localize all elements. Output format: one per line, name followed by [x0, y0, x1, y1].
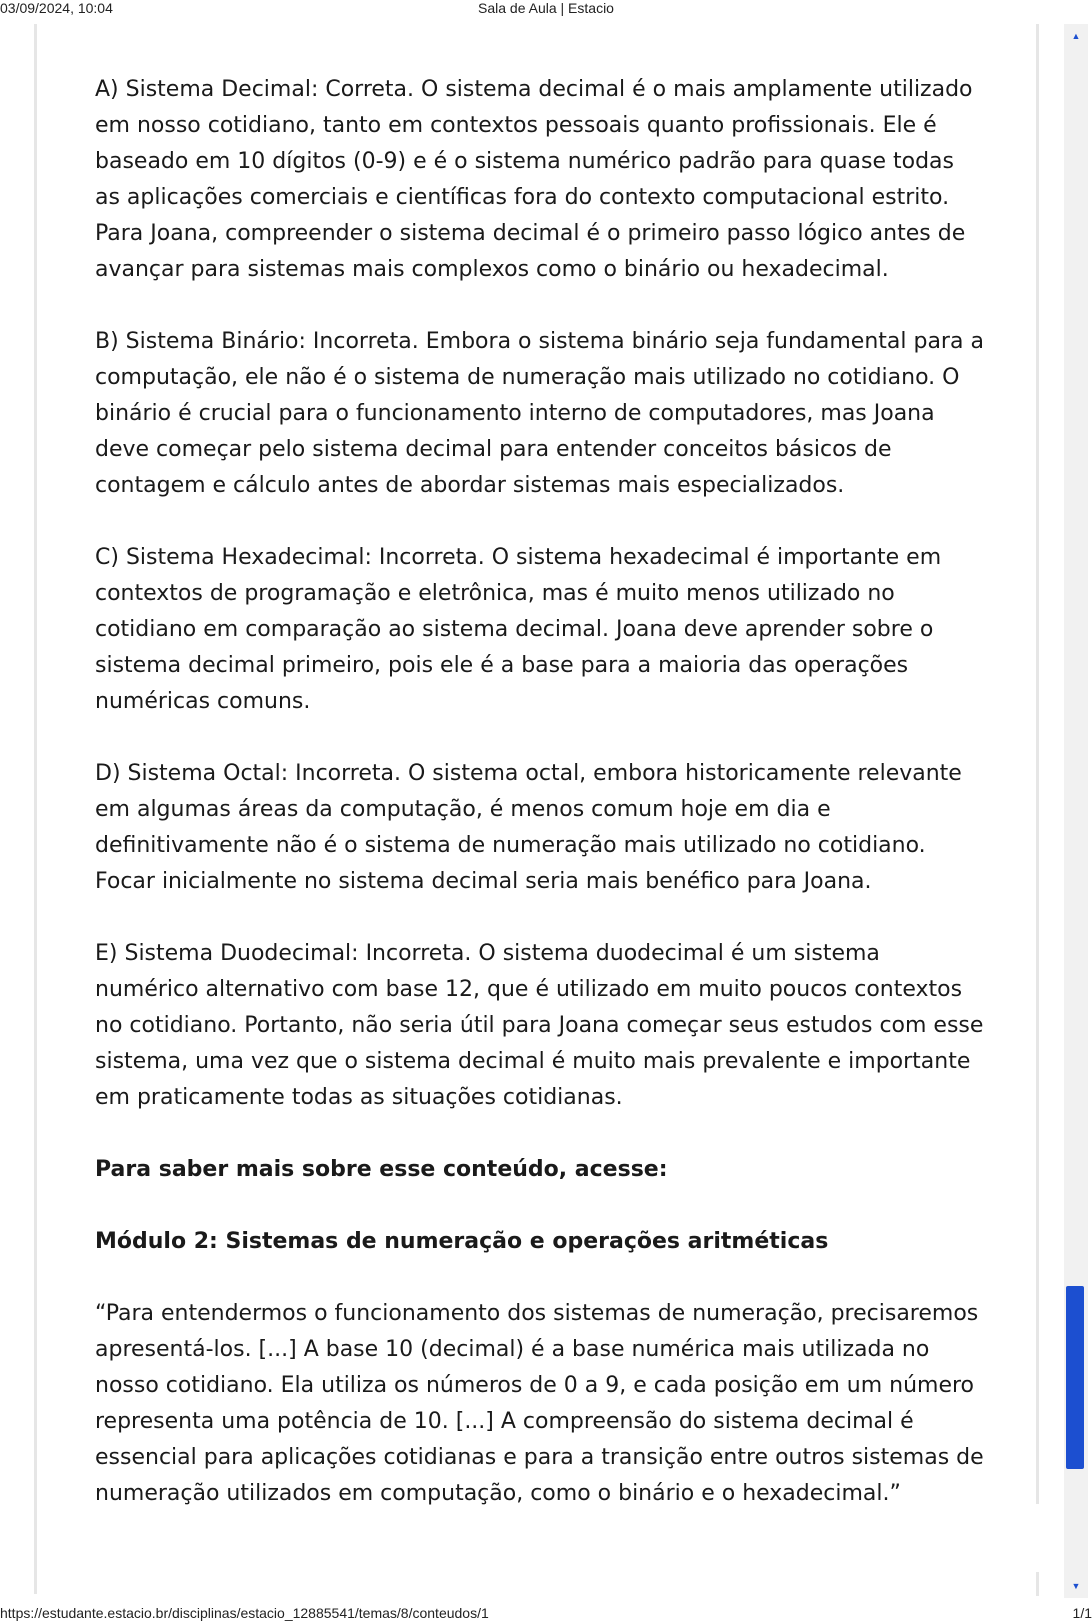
page-frame-left-border [34, 24, 37, 1594]
print-page-title: Sala de Aula | Estacio [478, 0, 614, 16]
print-footer [0, 1605, 1092, 1621]
print-datetime: 03/09/2024, 10:04 [0, 0, 113, 16]
answer-explanation-e: E) Sistema Duodecimal: Incorreta. O sistema duodecimal é um sistema numérico alternativo com base 12, que é utilizado em muito poucos contextos no cotidiano. Portanto, não seria útil para Joana começar seus estudos com esse sistema, uma vez que o sistema decimal é muito mais prevalente e importante em praticamente todas as situações cotidianas. [95, 941, 984, 1110]
answer-explanation-d: D) Sistema Octal: Incorreta. O sistema octal, embora historicamente relevante em algumas áreas da computação, é menos comum hoje em dia e definitivamente não é o sistema de numeração mais utilizado no cotidiano. Focar inicialmente no sistema decimal seria mais benéfico para Joana. [95, 761, 962, 894]
scroll-up-icon[interactable]: ▲ [1071, 31, 1081, 41]
scroll-down-icon[interactable]: ▼ [1071, 1581, 1081, 1591]
answer-explanation-a: A) Sistema Decimal: Correta. O sistema decimal é o mais amplamente utilizado em nosso cotidiano, tanto em contextos pessoais quanto profissionais. Ele é baseado em 10 dígitos (0-9) e é o sistema numérico padrão para quase todas as aplicações comerciais e científicas fora do contexto computacional estrito. Para Joana, compreender o sistema decimal é o primeiro passo lógico antes de avançar para sistemas mais complexos como o binário ou hexadecimal. [95, 77, 973, 282]
print-page-count: 1/1 [1072, 1605, 1092, 1621]
vertical-scrollbar[interactable] [1064, 24, 1088, 1598]
page-frame-right-border-bottom [1036, 1572, 1039, 1596]
answer-explanation-c: C) Sistema Hexadecimal: Incorreta. O sistema hexadecimal é importante em contextos de programação e eletrônica, mas é muito menos utilizado no cotidiano em comparação ao sistema decimal. Joana deve aprender sobre o sistema decimal primeiro, pois ele é a base para a maioria das operações numéricas comuns. [95, 545, 942, 714]
print-header [0, 0, 1092, 16]
module-heading: Módulo 2: Sistemas de numeração e operações aritméticas [95, 1229, 829, 1254]
answer-explanation-b: B) Sistema Binário: Incorreta. Embora o sistema binário seja fundamental para a computação, ele não é o sistema de numeração mais utilizado no cotidiano. O binário é crucial para o funcionamento interno de computadores, mas Joana deve começar pelo sistema decimal para entender conceitos básicos de contagem e cálculo antes de abordar sistemas mais especializados. [95, 329, 984, 498]
lesson-content [95, 72, 985, 1548]
learn-more-heading: Para saber mais sobre esse conteúdo, acesse: [95, 1157, 668, 1182]
module-quote: “Para entendermos o funcionamento dos sistemas de numeração, precisaremos apresentá-los. [...] A base 10 (decimal) é a base numérica mais utilizada no nosso cotidiano. Ela utiliza os números de 0 a 9, e cada posição em um número representa uma potência de 10. [...] A compreensão do sistema decimal é essencial para aplicações cotidianas e para a transição entre outros sistemas de numeração utilizados em computação, como o binário e o hexadecimal.” [95, 1301, 984, 1506]
print-url: https://estudante.estacio.br/disciplinas/estacio_12885541/temas/8/conteudos/1 [0, 1605, 489, 1621]
page-frame-right-border [1036, 24, 1039, 1504]
scrollbar-thumb[interactable] [1066, 1286, 1084, 1469]
